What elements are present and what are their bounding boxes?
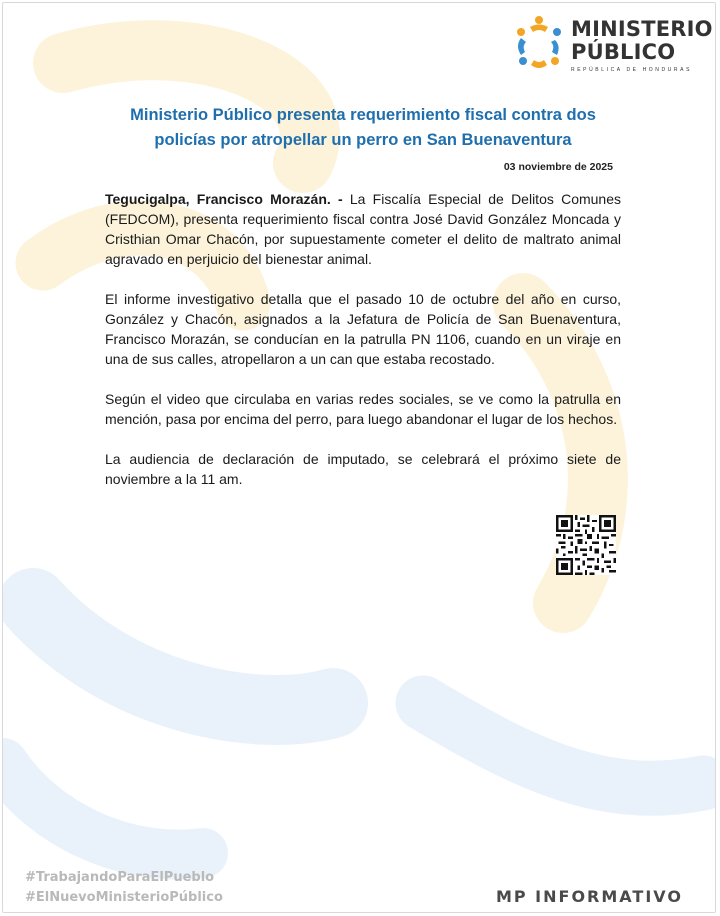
paragraph-1 (105, 189, 621, 269)
logo-text-republica: REPÚBLICA DE HONDURAS (571, 67, 693, 73)
mp-informativo-brand: MP INFORMATIVO (495, 887, 683, 906)
press-release-body (105, 189, 621, 509)
paragraph-3: Según el video que circulaba en varias redes sociales, se ve como la patrulla en mención, pasa por encima del perro, para luego abandonar el lugar de los hechos. (105, 391, 621, 427)
qr-code-icon[interactable] (556, 515, 616, 575)
press-release-title: Ministerio Público presenta requerimiento fiscal contra dos policías por atropellar un perro en San Buenaventura (130, 106, 596, 149)
logo-text-ministerio: MINISTERIO (571, 17, 713, 41)
ministerio-emblem-icon (511, 13, 567, 73)
hashtag-nuevo-ministerio[interactable]: #ElNuevoMinisterioPúblico (25, 890, 223, 905)
dateline: Tegucigalpa, Francisco Morazán. - (105, 191, 343, 207)
release-date: 03 noviembre de 2025 (503, 161, 613, 173)
ministerio-publico-logo (511, 13, 713, 75)
footer-hashtags (25, 868, 223, 908)
paragraph-4: La audiencia de declaración de imputado, se celebrará el próximo siete de noviembre a la 11 am. (105, 451, 621, 487)
document-page (2, 2, 716, 913)
paragraph-1-text: La Fiscalía Especial de Delitos Comunes (FEDCOM), presenta requerimiento fiscal contra José David González Moncada y Cristhian Omar Chacón, por supuestamente cometer el delito de maltrato animal agravado en perjuicio del bienestar animal. (105, 191, 621, 267)
paragraph-2: El informe investigativo detalla que el pasado 10 de octubre del año en curso, González y Chacón, asignados a la Jefatura de Policía de San Buenaventura, Francisco Morazán, se conducían en la patrulla PN 1106, cuando en un viraje en una de sus calles, atropellaron a un can que estaba recostado. (105, 291, 621, 367)
logo-text-publico: PÚBLICO (571, 40, 676, 64)
hashtag-trabajando[interactable]: #TrabajandoParaElPueblo (25, 870, 215, 885)
